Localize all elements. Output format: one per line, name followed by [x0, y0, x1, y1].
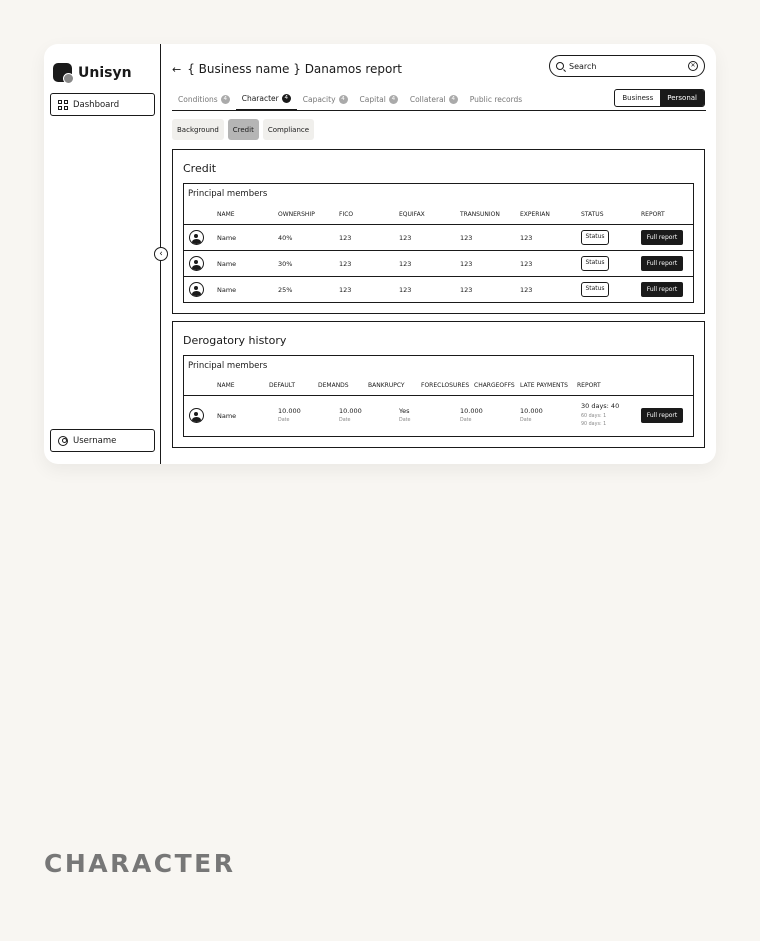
credit-panel	[172, 149, 705, 314]
tab-label: Public records	[469, 95, 523, 104]
equifax: 123	[399, 260, 412, 268]
col-ownership: OWNERSHIP	[278, 211, 315, 218]
col-fico: FICO	[339, 211, 354, 218]
subtab-credit[interactable]: Credit	[228, 119, 259, 140]
sidebar	[44, 44, 161, 464]
username-label: Username	[73, 435, 117, 446]
col-bankrupcy: BANKRUPCY	[368, 382, 405, 389]
full-report-button[interactable]: Full report	[641, 256, 683, 271]
late-payments-date: Date	[520, 418, 532, 423]
transunion: 123	[460, 286, 473, 294]
tab-badge: 4	[389, 95, 398, 104]
tab-badge: 4	[282, 94, 291, 103]
member-name: Name	[217, 286, 237, 294]
col-report: REPORT	[577, 382, 601, 389]
table-row	[184, 225, 693, 251]
status-badge[interactable]: Status	[581, 230, 609, 245]
title-row	[172, 59, 706, 79]
tab-badge: 4	[339, 95, 348, 104]
col-chargeoffs: CHARGEOFFS	[474, 382, 515, 389]
col-report: REPORT	[641, 211, 665, 218]
experian: 123	[520, 286, 533, 294]
tab-badge: 4	[221, 95, 230, 104]
fico: 123	[339, 260, 352, 268]
experian: 123	[520, 260, 533, 268]
status-badge[interactable]: Status	[581, 282, 609, 297]
fico: 123	[339, 286, 352, 294]
tab-capacity[interactable]	[297, 89, 354, 111]
tab-label: Character	[241, 94, 279, 103]
status-badge[interactable]: Status	[581, 256, 609, 271]
subtab-compliance[interactable]: Compliance	[263, 119, 314, 140]
transunion: 123	[460, 234, 473, 242]
tab-collateral[interactable]	[404, 89, 464, 111]
ownership: 25%	[278, 286, 293, 294]
page-title: { Business name } Danamos report	[187, 62, 402, 76]
table-header	[184, 382, 693, 392]
tab-character[interactable]	[236, 89, 297, 111]
avatar	[189, 230, 204, 245]
derogatory-members-table	[183, 355, 694, 437]
ownership: 30%	[278, 260, 293, 268]
dashboard-button[interactable]	[50, 93, 155, 116]
section-title: Principal members	[188, 189, 268, 199]
col-late-payments: LATE PAYMENTS	[520, 382, 568, 389]
divider	[184, 436, 693, 437]
page-caption: CHARACTER	[44, 849, 236, 878]
back-arrow-icon[interactable]: ←	[172, 62, 182, 76]
avatar	[189, 282, 204, 297]
col-name: NAME	[217, 382, 235, 389]
late-60-days: 60 days: 1	[581, 414, 607, 419]
full-report-button[interactable]: Full report	[641, 230, 683, 245]
late-30-days: 30 days: 40	[581, 402, 620, 410]
chevron-left-icon: ‹	[159, 249, 163, 259]
subtab-bar	[172, 119, 314, 140]
col-equifax: EQUIFAX	[399, 211, 425, 218]
experian: 123	[520, 234, 533, 242]
search-placeholder: Search	[569, 61, 597, 71]
clear-search-icon[interactable]: ✕	[688, 61, 698, 71]
col-transunion: TRANSUNION	[460, 211, 500, 218]
col-demands: DEMANDS	[318, 382, 349, 389]
col-foreclosures: FORECLOSURES	[421, 382, 470, 389]
avatar	[189, 408, 204, 423]
app-window	[44, 44, 716, 464]
derogatory-panel	[172, 321, 705, 448]
business-personal-toggle	[614, 89, 705, 107]
subtab-background[interactable]: Background	[172, 119, 224, 140]
default-date: Date	[278, 418, 290, 423]
user-icon	[58, 436, 68, 446]
toggle-personal[interactable]: Personal	[660, 90, 704, 106]
toggle-business[interactable]: Business	[622, 94, 654, 102]
demands-date: Date	[339, 418, 351, 423]
table-row	[184, 251, 693, 277]
tab-badge: 4	[449, 95, 458, 104]
dashboard-label: Dashboard	[73, 99, 120, 110]
equifax: 123	[399, 286, 412, 294]
tab-conditions[interactable]	[172, 89, 236, 111]
search-input[interactable]	[549, 55, 705, 77]
ownership: 40%	[278, 234, 293, 242]
table-header	[184, 211, 693, 221]
collapse-sidebar-button[interactable]	[154, 247, 168, 261]
table-row	[184, 396, 693, 436]
fico: 123	[339, 234, 352, 242]
bankrupcy-value: Yes	[399, 407, 410, 415]
chargeoffs-date: Date	[460, 418, 472, 423]
username-button[interactable]	[50, 429, 155, 452]
col-default: DEFAULT	[269, 382, 295, 389]
col-experian: EXPERIAN	[520, 211, 550, 218]
tab-label: Capital	[359, 95, 386, 104]
grid-icon	[58, 100, 68, 110]
member-name: Name	[217, 412, 237, 420]
divider	[184, 302, 693, 303]
tab-public-records[interactable]	[464, 89, 528, 111]
late-90-days: 90 days: 1	[581, 422, 607, 427]
member-name: Name	[217, 260, 237, 268]
member-name: Name	[217, 234, 237, 242]
credit-members-table	[183, 183, 694, 303]
default-value: 10.000	[278, 407, 301, 415]
full-report-button[interactable]: Full report	[641, 408, 683, 423]
late-payments-value: 10.000	[520, 407, 543, 415]
demands-value: 10.000	[339, 407, 362, 415]
transunion: 123	[460, 260, 473, 268]
avatar	[189, 256, 204, 271]
tab-label: Capacity	[302, 95, 336, 104]
tab-capital[interactable]	[354, 89, 404, 111]
section-title: Principal members	[188, 361, 268, 371]
col-status: STATUS	[581, 211, 604, 218]
equifax: 123	[399, 234, 412, 242]
search-icon	[556, 62, 564, 70]
derogatory-title: Derogatory history	[183, 334, 287, 347]
credit-title: Credit	[183, 162, 217, 175]
chargeoffs-value: 10.000	[460, 407, 483, 415]
logo-icon	[53, 63, 72, 82]
tab-label: Collateral	[409, 95, 446, 104]
table-row	[184, 277, 693, 303]
main-content	[172, 44, 706, 464]
logo	[53, 63, 132, 82]
app-name: Unisyn	[78, 64, 132, 81]
tab-label: Conditions	[178, 95, 218, 104]
bankrupcy-date: Date	[399, 418, 411, 423]
full-report-button[interactable]: Full report	[641, 282, 683, 297]
col-name: NAME	[217, 211, 235, 218]
